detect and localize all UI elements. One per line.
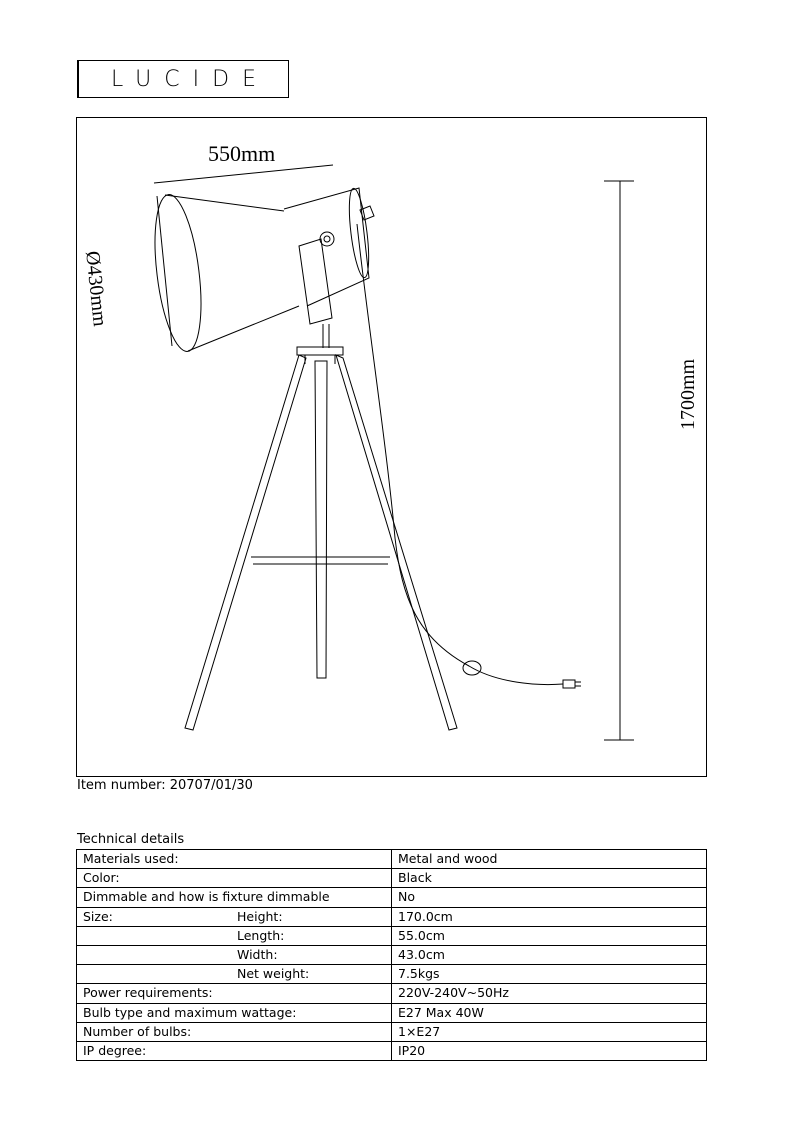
spec-sublabel: Net weight:: [237, 966, 310, 982]
width-dimension-line: [154, 165, 333, 183]
spec-value: E27 Max 40W: [392, 1003, 707, 1022]
spec-label: Materials used:: [83, 851, 179, 867]
spec-value: 43.0cm: [392, 945, 707, 964]
spec-label: Size:: [83, 908, 113, 924]
spec-sublabel: Length:: [237, 927, 285, 943]
table-row: [77, 965, 707, 984]
width-dimension-label: 550mm: [208, 141, 276, 166]
table-row: [77, 888, 707, 907]
brand-logo: [77, 60, 289, 98]
spec-label: Color:: [83, 870, 120, 886]
table-row: [77, 907, 707, 926]
lamp-bracket: [299, 239, 332, 348]
spec-label: Dimmable and how is fixture dimmable: [83, 889, 330, 905]
spec-label-cell: [77, 926, 392, 945]
spec-sublabel: Height:: [237, 908, 283, 924]
diameter-dimension-line: [157, 196, 172, 346]
spec-value: 220V-240V~50Hz: [392, 984, 707, 1003]
tripod-lamp-drawing: [77, 118, 708, 778]
product-drawing: [76, 117, 707, 777]
table-row: [77, 984, 707, 1003]
brand-logo-text: LUCIDE: [111, 66, 269, 92]
spec-value: IP20: [392, 1041, 707, 1060]
spec-value: 1×E27: [392, 1022, 707, 1041]
spec-value: Black: [392, 869, 707, 888]
spec-label: Bulb type and maximum wattage:: [83, 1004, 297, 1020]
spec-label-cell: [77, 965, 392, 984]
spec-label: Power requirements:: [83, 985, 213, 1001]
lamp-shade: [148, 187, 374, 354]
spec-label: Number of bulbs:: [83, 1023, 192, 1039]
tripod-legs: [185, 355, 457, 730]
spec-label-cell: [77, 945, 392, 964]
spec-label: IP degree:: [83, 1042, 147, 1058]
spec-value: 7.5kgs: [392, 965, 707, 984]
spec-label-cell: [77, 850, 392, 869]
table-row: [77, 1041, 707, 1060]
technical-details-title: Technical details: [77, 832, 185, 847]
spec-label-cell: [77, 1022, 392, 1041]
item-number: Item number: 20707/01/30: [77, 778, 253, 793]
table-row: [77, 1022, 707, 1041]
diameter-dimension-label: Ø430mm: [81, 250, 111, 328]
spec-sublabel: Width:: [237, 946, 278, 962]
table-row: [77, 1003, 707, 1022]
table-row: [77, 850, 707, 869]
spec-value: Metal and wood: [392, 850, 707, 869]
table-row: [77, 926, 707, 945]
spec-label-cell: [77, 984, 392, 1003]
spec-label-cell: [77, 1041, 392, 1060]
power-cable: [357, 224, 581, 688]
spec-value: 55.0cm: [392, 926, 707, 945]
technical-details-table: [76, 849, 707, 1061]
spec-label-cell: [77, 869, 392, 888]
height-dimension-label: 1700mm: [677, 358, 699, 430]
spec-value: No: [392, 888, 707, 907]
spec-label-cell: [77, 907, 392, 926]
table-row: [77, 945, 707, 964]
table-row: [77, 869, 707, 888]
spec-value: 170.0cm: [392, 907, 707, 926]
spec-label-cell: [77, 1003, 392, 1022]
spec-label-cell: [77, 888, 392, 907]
